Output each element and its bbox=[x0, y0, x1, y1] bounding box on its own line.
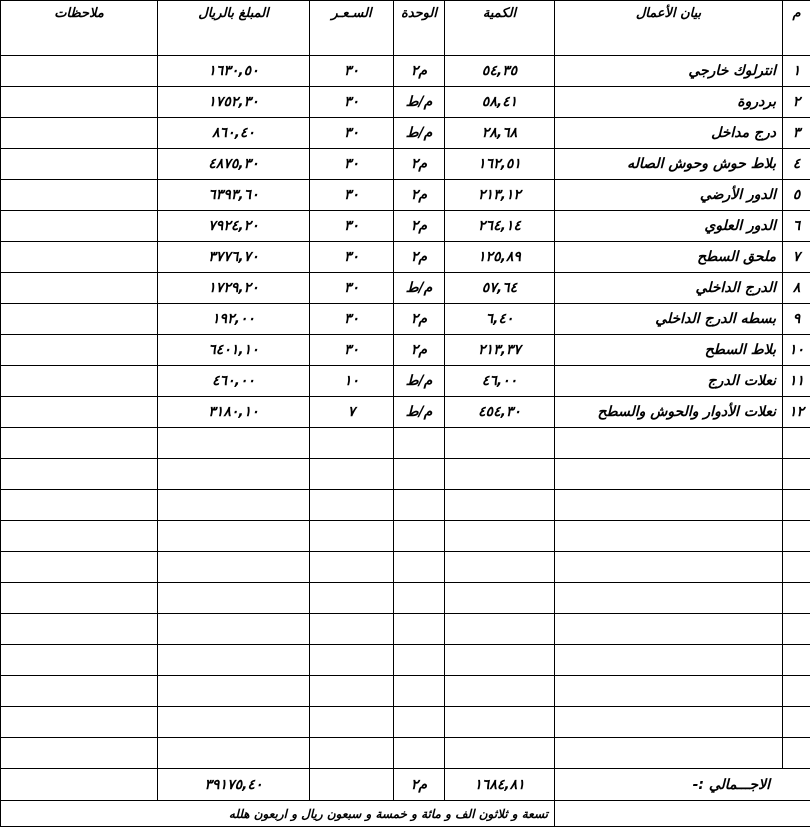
blank-cell bbox=[394, 552, 445, 583]
blank-cell bbox=[310, 552, 394, 583]
blank-cell bbox=[394, 645, 445, 676]
blank-cell bbox=[310, 707, 394, 738]
blank-cell bbox=[783, 583, 810, 614]
blank-cell bbox=[394, 707, 445, 738]
row-index: ١١ bbox=[783, 366, 810, 397]
blank-cell bbox=[1, 459, 158, 490]
row-amount: ٣٧٧٦,٧٠ bbox=[158, 242, 310, 273]
header-row bbox=[1, 1, 810, 56]
header-unit: الوحدة bbox=[394, 1, 445, 56]
blank-cell bbox=[555, 583, 783, 614]
row-description: درج مداخل bbox=[555, 118, 783, 149]
blank-cell bbox=[394, 676, 445, 707]
total-label: الاجـــمالي :- bbox=[555, 769, 810, 801]
row-notes bbox=[1, 118, 158, 149]
blank-cell bbox=[783, 738, 810, 769]
row-notes bbox=[1, 56, 158, 87]
row-quantity: ٢١٣,١٢ bbox=[445, 180, 555, 211]
row-unit: م/ط bbox=[394, 87, 445, 118]
table-row bbox=[1, 242, 810, 273]
total-price bbox=[310, 769, 394, 801]
total-row bbox=[1, 769, 810, 801]
words-spacer bbox=[555, 801, 810, 827]
row-quantity: ٢٨,٦٨ bbox=[445, 118, 555, 149]
blank-row bbox=[1, 738, 810, 769]
blank-cell bbox=[783, 521, 810, 552]
blank-cell bbox=[158, 583, 310, 614]
row-notes bbox=[1, 335, 158, 366]
row-unit: م/ط bbox=[394, 397, 445, 428]
blank-cell bbox=[158, 614, 310, 645]
total-unit: م٢ bbox=[394, 769, 445, 801]
row-quantity: ٥٨,٤١ bbox=[445, 87, 555, 118]
blank-cell bbox=[310, 738, 394, 769]
blank-cell bbox=[1, 738, 158, 769]
total-amount: ٣٩١٧٥,٤٠ bbox=[158, 769, 310, 801]
row-index: ١٠ bbox=[783, 335, 810, 366]
row-description: بلاط حوش وحوش الصاله bbox=[555, 149, 783, 180]
amount-in-words-row bbox=[1, 801, 810, 827]
row-unit: م/ط bbox=[394, 118, 445, 149]
blank-row bbox=[1, 583, 810, 614]
blank-cell bbox=[445, 707, 555, 738]
row-amount: ٦٣٩٣,٦٠ bbox=[158, 180, 310, 211]
row-notes bbox=[1, 366, 158, 397]
row-quantity: ٤٥٤,٣٠ bbox=[445, 397, 555, 428]
row-price: ٣٠ bbox=[310, 211, 394, 242]
blank-cell bbox=[445, 490, 555, 521]
blank-cell bbox=[445, 738, 555, 769]
row-index: ١ bbox=[783, 56, 810, 87]
table-row bbox=[1, 87, 810, 118]
row-index: ٩ bbox=[783, 304, 810, 335]
blank-cell bbox=[310, 521, 394, 552]
blank-cell bbox=[158, 521, 310, 552]
row-amount: ٦٤٠١,١٠ bbox=[158, 335, 310, 366]
table-row bbox=[1, 118, 810, 149]
row-quantity: ٢٦٤,١٤ bbox=[445, 211, 555, 242]
blank-cell bbox=[310, 490, 394, 521]
row-unit: م٢ bbox=[394, 304, 445, 335]
blank-cell bbox=[394, 490, 445, 521]
blank-cell bbox=[1, 645, 158, 676]
blank-cell bbox=[445, 645, 555, 676]
amount-in-words: تسعة و ثلاثون الف و مائة و خمسة و سبعون ريال و اربعون هلله bbox=[1, 801, 555, 827]
blank-cell bbox=[394, 583, 445, 614]
blank-cell bbox=[783, 552, 810, 583]
row-unit: م٢ bbox=[394, 149, 445, 180]
blank-cell bbox=[394, 614, 445, 645]
blank-cell bbox=[310, 428, 394, 459]
row-index: ٢ bbox=[783, 87, 810, 118]
table-row bbox=[1, 366, 810, 397]
row-amount: ٤٨٧٥,٣٠ bbox=[158, 149, 310, 180]
blank-cell bbox=[555, 428, 783, 459]
blank-cell bbox=[555, 738, 783, 769]
table-row bbox=[1, 180, 810, 211]
blank-cell bbox=[158, 707, 310, 738]
row-price: ٣٠ bbox=[310, 149, 394, 180]
row-quantity: ٥٤,٣٥ bbox=[445, 56, 555, 87]
blank-cell bbox=[783, 490, 810, 521]
blank-cell bbox=[445, 614, 555, 645]
blank-cell bbox=[555, 645, 783, 676]
row-amount: ٤٦٠,٠٠ bbox=[158, 366, 310, 397]
blank-cell bbox=[394, 738, 445, 769]
blank-row bbox=[1, 521, 810, 552]
blank-cell bbox=[158, 676, 310, 707]
table-row bbox=[1, 335, 810, 366]
blank-cell bbox=[1, 614, 158, 645]
row-amount: ٧٩٢٤,٢٠ bbox=[158, 211, 310, 242]
blank-cell bbox=[1, 490, 158, 521]
blank-cell bbox=[394, 428, 445, 459]
blank-cell bbox=[555, 490, 783, 521]
row-price: ٣٠ bbox=[310, 304, 394, 335]
row-notes bbox=[1, 273, 158, 304]
row-index: ٨ bbox=[783, 273, 810, 304]
row-index: ١٢ bbox=[783, 397, 810, 428]
blank-row bbox=[1, 614, 810, 645]
blank-cell bbox=[158, 490, 310, 521]
header-description: بيان الأعمال bbox=[555, 1, 783, 56]
blank-row bbox=[1, 490, 810, 521]
blank-cell bbox=[1, 521, 158, 552]
blank-cell bbox=[555, 676, 783, 707]
row-price: ٣٠ bbox=[310, 87, 394, 118]
blank-cell bbox=[158, 459, 310, 490]
blank-cell bbox=[555, 459, 783, 490]
row-index: ٧ bbox=[783, 242, 810, 273]
blank-cell bbox=[783, 459, 810, 490]
table-row bbox=[1, 56, 810, 87]
row-notes bbox=[1, 149, 158, 180]
blank-cell bbox=[445, 521, 555, 552]
row-price: ٣٠ bbox=[310, 242, 394, 273]
blank-row bbox=[1, 428, 810, 459]
row-quantity: ٥٧,٦٤ bbox=[445, 273, 555, 304]
blank-cell bbox=[310, 614, 394, 645]
row-quantity: ٢١٣,٣٧ bbox=[445, 335, 555, 366]
row-description: ملحق السطح bbox=[555, 242, 783, 273]
row-quantity: ١٦٢,٥١ bbox=[445, 149, 555, 180]
blank-cell bbox=[394, 521, 445, 552]
blank-cell bbox=[783, 428, 810, 459]
row-unit: م٢ bbox=[394, 56, 445, 87]
blank-cell bbox=[310, 645, 394, 676]
blank-cell bbox=[394, 459, 445, 490]
blank-cell bbox=[158, 645, 310, 676]
row-description: الدرج الداخلي bbox=[555, 273, 783, 304]
row-price: ٣٠ bbox=[310, 56, 394, 87]
blank-row bbox=[1, 676, 810, 707]
row-amount: ٨٦٠,٤٠ bbox=[158, 118, 310, 149]
blank-cell bbox=[158, 738, 310, 769]
row-amount: ١٧٥٢,٣٠ bbox=[158, 87, 310, 118]
blank-cell bbox=[783, 614, 810, 645]
blank-cell bbox=[445, 676, 555, 707]
blank-row bbox=[1, 459, 810, 490]
row-description: بردروة bbox=[555, 87, 783, 118]
row-price: ٧ bbox=[310, 397, 394, 428]
row-unit: م٢ bbox=[394, 180, 445, 211]
row-description: نعلات الأدوار والحوش والسطح bbox=[555, 397, 783, 428]
table-row bbox=[1, 304, 810, 335]
row-index: ٣ bbox=[783, 118, 810, 149]
blank-cell bbox=[310, 583, 394, 614]
blank-cell bbox=[555, 552, 783, 583]
row-description: نعلات الدرج bbox=[555, 366, 783, 397]
row-amount: ١٩٢,٠٠ bbox=[158, 304, 310, 335]
total-quantity: ١٦٨٤,٨١ bbox=[445, 769, 555, 801]
blank-row bbox=[1, 707, 810, 738]
blank-cell bbox=[1, 583, 158, 614]
row-amount: ١٧٢٩,٢٠ bbox=[158, 273, 310, 304]
blank-row bbox=[1, 645, 810, 676]
table-row bbox=[1, 211, 810, 242]
blank-cell bbox=[783, 645, 810, 676]
row-amount: ١٦٣٠,٥٠ bbox=[158, 56, 310, 87]
row-amount: ٣١٨٠,١٠ bbox=[158, 397, 310, 428]
row-price: ٣٠ bbox=[310, 335, 394, 366]
blank-cell bbox=[1, 428, 158, 459]
row-description: الدور الأرضي bbox=[555, 180, 783, 211]
blank-cell bbox=[445, 583, 555, 614]
table-row bbox=[1, 397, 810, 428]
blank-cell bbox=[783, 707, 810, 738]
row-description: بلاط السطح bbox=[555, 335, 783, 366]
row-unit: م٢ bbox=[394, 335, 445, 366]
blank-cell bbox=[1, 552, 158, 583]
header-index: م bbox=[783, 1, 810, 56]
row-index: ٥ bbox=[783, 180, 810, 211]
row-index: ٤ bbox=[783, 149, 810, 180]
blank-cell bbox=[310, 676, 394, 707]
blank-cell bbox=[555, 521, 783, 552]
blank-cell bbox=[555, 707, 783, 738]
blank-cell bbox=[445, 428, 555, 459]
blank-row bbox=[1, 552, 810, 583]
header-notes: ملاحظات bbox=[1, 1, 158, 56]
row-description: بسطه الدرج الداخلي bbox=[555, 304, 783, 335]
blank-cell bbox=[1, 676, 158, 707]
row-notes bbox=[1, 180, 158, 211]
row-notes bbox=[1, 211, 158, 242]
table-row bbox=[1, 149, 810, 180]
row-quantity: ٦,٤٠ bbox=[445, 304, 555, 335]
blank-cell bbox=[445, 459, 555, 490]
row-notes bbox=[1, 397, 158, 428]
row-unit: م٢ bbox=[394, 242, 445, 273]
blank-cell bbox=[555, 614, 783, 645]
blank-cell bbox=[310, 459, 394, 490]
blank-cell bbox=[783, 676, 810, 707]
total-notes bbox=[1, 769, 158, 801]
row-index: ٦ bbox=[783, 211, 810, 242]
row-price: ٣٠ bbox=[310, 118, 394, 149]
row-description: الدور العلوي bbox=[555, 211, 783, 242]
row-notes bbox=[1, 304, 158, 335]
header-amount: المبلغ بالريال bbox=[158, 1, 310, 56]
row-notes bbox=[1, 242, 158, 273]
table-row bbox=[1, 273, 810, 304]
header-price: السـعـر bbox=[310, 1, 394, 56]
row-price: ٣٠ bbox=[310, 180, 394, 211]
row-unit: م٢ bbox=[394, 211, 445, 242]
row-price: ١٠ bbox=[310, 366, 394, 397]
blank-cell bbox=[158, 428, 310, 459]
row-price: ٣٠ bbox=[310, 273, 394, 304]
header-quantity: الكمية bbox=[445, 1, 555, 56]
blank-cell bbox=[158, 552, 310, 583]
row-quantity: ١٢٥,٨٩ bbox=[445, 242, 555, 273]
row-unit: م/ط bbox=[394, 366, 445, 397]
row-notes bbox=[1, 87, 158, 118]
blank-cell bbox=[445, 552, 555, 583]
row-unit: م/ط bbox=[394, 273, 445, 304]
blank-cell bbox=[1, 707, 158, 738]
row-quantity: ٤٦,٠٠ bbox=[445, 366, 555, 397]
row-description: انترلوك خارجي bbox=[555, 56, 783, 87]
